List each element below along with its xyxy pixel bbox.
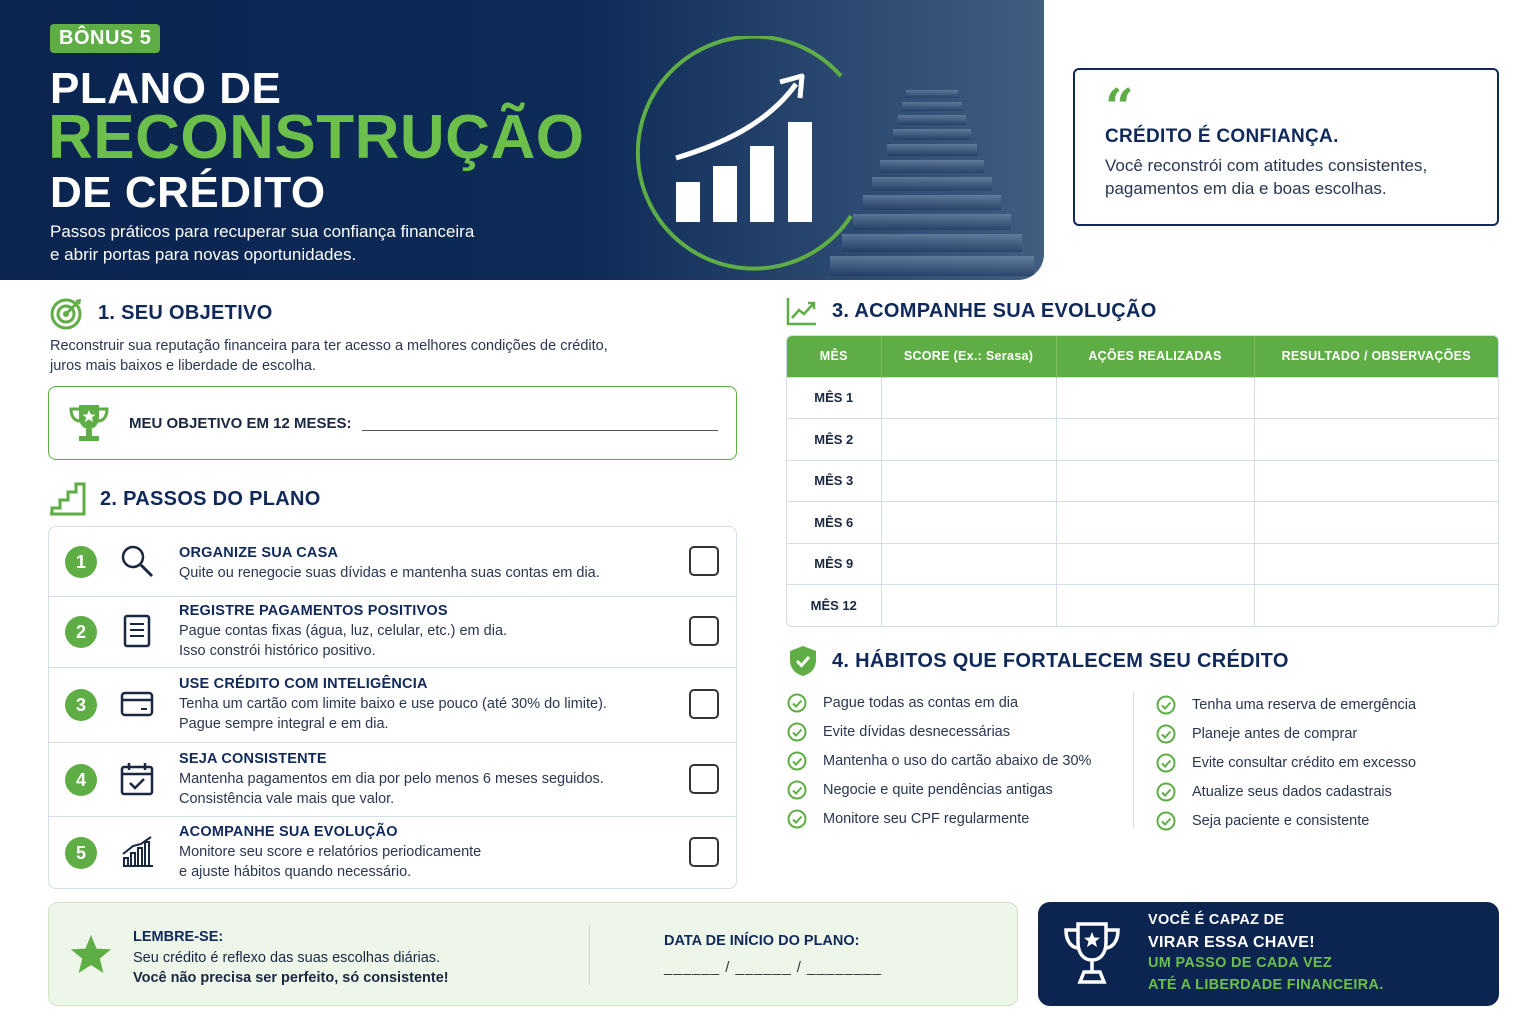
- step-checkbox[interactable]: [689, 616, 719, 646]
- habit-item: [787, 775, 1091, 804]
- subtitle-line-2: e abrir portas para novas oportunidades.: [50, 245, 357, 264]
- table-row: [787, 377, 1498, 419]
- result-cell[interactable]: [1254, 502, 1498, 544]
- habit-item: [787, 717, 1091, 746]
- step-desc-1: Mantenha pagamentos em dia por pelo menos 6 meses seguidos.: [179, 771, 604, 787]
- habit-item: [787, 688, 1091, 717]
- step-desc-2: Consistência vale mais que valor.: [179, 791, 395, 807]
- step-text: [179, 601, 507, 661]
- quote-title: CRÉDITO É CONFIANÇA.: [1105, 126, 1339, 147]
- step-number: 5: [65, 837, 97, 869]
- step-desc-2: e ajuste hábitos quando necessário.: [179, 864, 412, 880]
- reminder-title: LEMBRE-SE:: [133, 929, 224, 945]
- step-desc-1: Monitore seu score e relatórios periodicamente: [179, 844, 482, 860]
- habit-text: Atualize seus dados cadastrais: [1192, 783, 1392, 800]
- check-circle-icon: [787, 693, 807, 713]
- search-icon: [119, 543, 155, 579]
- step-number: 3: [65, 689, 97, 721]
- result-cell[interactable]: [1254, 377, 1498, 419]
- shield-check-icon: [788, 644, 818, 678]
- goal-label: MEU OBJETIVO EM 12 MESES:: [129, 414, 352, 432]
- step-number: 2: [65, 616, 97, 648]
- motivation-line-2: VIRAR ESSA CHAVE!: [1148, 933, 1315, 951]
- bar-chart-icon: [119, 834, 155, 870]
- step-desc-2: Isso constrói histórico positivo.: [179, 643, 376, 659]
- objective-desc-line-1: Reconstruir sua reputação financeira para ter acesso a melhores condições de crédito,: [50, 338, 608, 354]
- stairs-icon: [48, 482, 86, 516]
- title-line-3: DE CRÉDITO: [50, 168, 326, 217]
- table-row: [787, 460, 1498, 502]
- habit-text: Seja paciente e consistente: [1192, 812, 1370, 829]
- bonus-badge: BÔNUS 5: [50, 24, 160, 53]
- month-cell: MÊS 1: [787, 377, 881, 419]
- table-row: [787, 419, 1498, 461]
- quote-line-2: pagamentos em dia e boas escolhas.: [1105, 179, 1387, 198]
- step-checkbox[interactable]: [689, 837, 719, 867]
- score-cell[interactable]: [881, 460, 1056, 502]
- evolution-title: 3. ACOMPANHE SUA EVOLUÇÃO: [832, 299, 1157, 322]
- habit-text: Mantenha o uso do cartão abaixo de 30%: [823, 752, 1092, 769]
- table-row: [787, 543, 1498, 585]
- habits-heading: [788, 644, 1289, 678]
- motivation-line-1: VOCÊ É CAPAZ DE: [1148, 912, 1285, 928]
- credit-card-icon: [119, 686, 155, 722]
- step-text: [179, 749, 604, 809]
- actions-cell[interactable]: [1056, 502, 1254, 544]
- habits-title: 4. HÁBITOS QUE FORTALECEM SEU CRÉDITO: [832, 649, 1289, 672]
- reminder-line-2: Você não precisa ser perfeito, só consistente!: [133, 970, 449, 986]
- month-cell: MÊS 3: [787, 460, 881, 502]
- step-title: ACOMPANHE SUA EVOLUÇÃO: [179, 824, 398, 840]
- start-date-field[interactable]: ______ / ______ / ________: [664, 959, 882, 976]
- result-cell[interactable]: [1254, 460, 1498, 502]
- quote-box: [1073, 68, 1499, 226]
- step-item: [49, 743, 736, 817]
- check-circle-icon: [1156, 724, 1176, 744]
- start-date-label: DATA DE INÍCIO DO PLANO:: [664, 933, 860, 949]
- check-circle-icon: [1156, 753, 1176, 773]
- evolution-table: [786, 335, 1499, 627]
- motivation-line-4: ATÉ A LIBERDADE FINANCEIRA.: [1148, 976, 1384, 993]
- step-checkbox[interactable]: [689, 764, 719, 794]
- check-circle-icon: [1156, 695, 1176, 715]
- objective-desc-line-2: juros mais baixos e liberdade de escolha.: [50, 358, 316, 374]
- goal-box: [48, 386, 737, 460]
- star-icon: [69, 933, 113, 977]
- target-icon: [50, 296, 84, 330]
- habits-right-list: [1156, 690, 1416, 835]
- month-cell: MÊS 9: [787, 543, 881, 585]
- habit-text: Monitore seu CPF regularmente: [823, 810, 1030, 827]
- habit-item: [787, 746, 1091, 775]
- actions-cell[interactable]: [1056, 377, 1254, 419]
- result-cell[interactable]: [1254, 419, 1498, 461]
- table-row: [787, 585, 1498, 627]
- habits-divider: [1133, 692, 1134, 828]
- habit-text: Planeje antes de comprar: [1192, 725, 1358, 742]
- reminder-text: [133, 927, 449, 989]
- objective-heading: [50, 296, 273, 330]
- subtitle: [50, 220, 530, 266]
- steps-title: 2. PASSOS DO PLANO: [100, 487, 321, 510]
- objective-title: 1. SEU OBJETIVO: [98, 301, 273, 324]
- reminder-box: [48, 902, 1018, 1006]
- habit-item: [1156, 719, 1416, 748]
- quote-icon: “: [1105, 77, 1134, 136]
- habit-item: [1156, 748, 1416, 777]
- step-desc-2: Pague sempre integral e em dia.: [179, 716, 389, 732]
- habit-item: [1156, 806, 1416, 835]
- habit-text: Pague todas as contas em dia: [823, 694, 1019, 711]
- reminder-divider: [589, 925, 590, 985]
- step-desc-1: Quite ou renegocie suas dívidas e mantenha suas contas em dia.: [179, 565, 600, 581]
- actions-cell[interactable]: [1056, 585, 1254, 627]
- step-text: [179, 822, 481, 882]
- step-item: [49, 817, 736, 889]
- trophy-icon: [67, 401, 111, 445]
- step-desc-1: Tenha um cartão com limite baixo e use pouco (até 30% do limite).: [179, 696, 607, 712]
- quote-text: [1105, 154, 1467, 200]
- habit-item: [1156, 690, 1416, 719]
- col-header: AÇÕES REALIZADAS: [1056, 336, 1254, 377]
- table-row: [787, 502, 1498, 544]
- step-desc-1: Pague contas fixas (água, luz, celular, etc.) em dia.: [179, 623, 508, 639]
- step-checkbox[interactable]: [689, 546, 719, 576]
- motivation-line-3: UM PASSO DE CADA VEZ: [1148, 955, 1333, 971]
- check-circle-icon: [787, 751, 807, 771]
- score-cell[interactable]: [881, 377, 1056, 419]
- objective-description: [50, 336, 690, 376]
- motivation-text: [1148, 910, 1384, 996]
- score-cell[interactable]: [881, 543, 1056, 585]
- score-cell[interactable]: [881, 502, 1056, 544]
- check-circle-icon: [1156, 811, 1176, 831]
- habit-item: [1156, 777, 1416, 806]
- col-header: RESULTADO / OBSERVAÇÕES: [1254, 336, 1498, 377]
- step-number: 1: [65, 546, 97, 578]
- result-cell[interactable]: [1254, 543, 1498, 585]
- habit-text: Tenha uma reserva de emergência: [1192, 696, 1417, 713]
- step-number: 4: [65, 764, 97, 796]
- check-circle-icon: [1156, 782, 1176, 802]
- evolution-heading: [786, 296, 1157, 326]
- habit-text: Evite consultar crédito em excesso: [1192, 754, 1417, 771]
- step-text: [179, 543, 600, 583]
- subtitle-line-1: Passos práticos para recuperar sua confiança financeira: [50, 222, 475, 241]
- step-title: ORGANIZE SUA CASA: [179, 545, 339, 561]
- step-checkbox[interactable]: [689, 689, 719, 719]
- score-cell[interactable]: [881, 419, 1056, 461]
- col-header: SCORE (Ex.: Serasa): [881, 336, 1056, 377]
- step-item: [49, 668, 736, 743]
- check-circle-icon: [787, 780, 807, 800]
- step-item: [49, 527, 736, 597]
- score-cell[interactable]: [881, 585, 1056, 627]
- check-circle-icon: [787, 722, 807, 742]
- motivation-box: [1038, 902, 1499, 1006]
- goal-input-line[interactable]: [362, 430, 718, 431]
- calendar-check-icon: [119, 761, 155, 797]
- habit-item: [787, 804, 1091, 833]
- growth-chart-icon: [636, 36, 874, 274]
- title-line-2: RECONSTRUÇÃO: [48, 103, 585, 172]
- habits-left-list: [787, 688, 1091, 833]
- step-title: REGISTRE PAGAMENTOS POSITIVOS: [179, 603, 448, 619]
- actions-cell[interactable]: [1056, 460, 1254, 502]
- steps-list: [48, 526, 737, 889]
- step-text: [179, 674, 607, 734]
- trend-up-icon: [786, 296, 818, 326]
- title-line-1: PLANO DE: [50, 64, 282, 113]
- document-icon: [119, 613, 155, 649]
- month-cell: MÊS 2: [787, 419, 881, 461]
- trophy-outline-icon: [1060, 918, 1124, 988]
- quote-line-1: Você reconstrói com atitudes consistentes,: [1105, 156, 1428, 175]
- habit-text: Negocie e quite pendências antigas: [823, 781, 1053, 798]
- result-cell[interactable]: [1254, 585, 1498, 627]
- reminder-line-1: Seu crédito é reflexo das suas escolhas diárias.: [133, 949, 441, 966]
- hero-banner: [0, 0, 1044, 280]
- step-title: SEJA CONSISTENTE: [179, 751, 327, 767]
- step-title: USE CRÉDITO COM INTELIGÊNCIA: [179, 676, 428, 692]
- actions-cell[interactable]: [1056, 419, 1254, 461]
- month-cell: MÊS 12: [787, 585, 881, 627]
- check-circle-icon: [787, 809, 807, 829]
- habit-text: Evite dívidas desnecessárias: [823, 723, 1010, 740]
- month-cell: MÊS 6: [787, 502, 881, 544]
- step-item: [49, 597, 736, 668]
- steps-heading: [48, 482, 321, 516]
- actions-cell[interactable]: [1056, 543, 1254, 585]
- col-header: MÊS: [787, 336, 881, 377]
